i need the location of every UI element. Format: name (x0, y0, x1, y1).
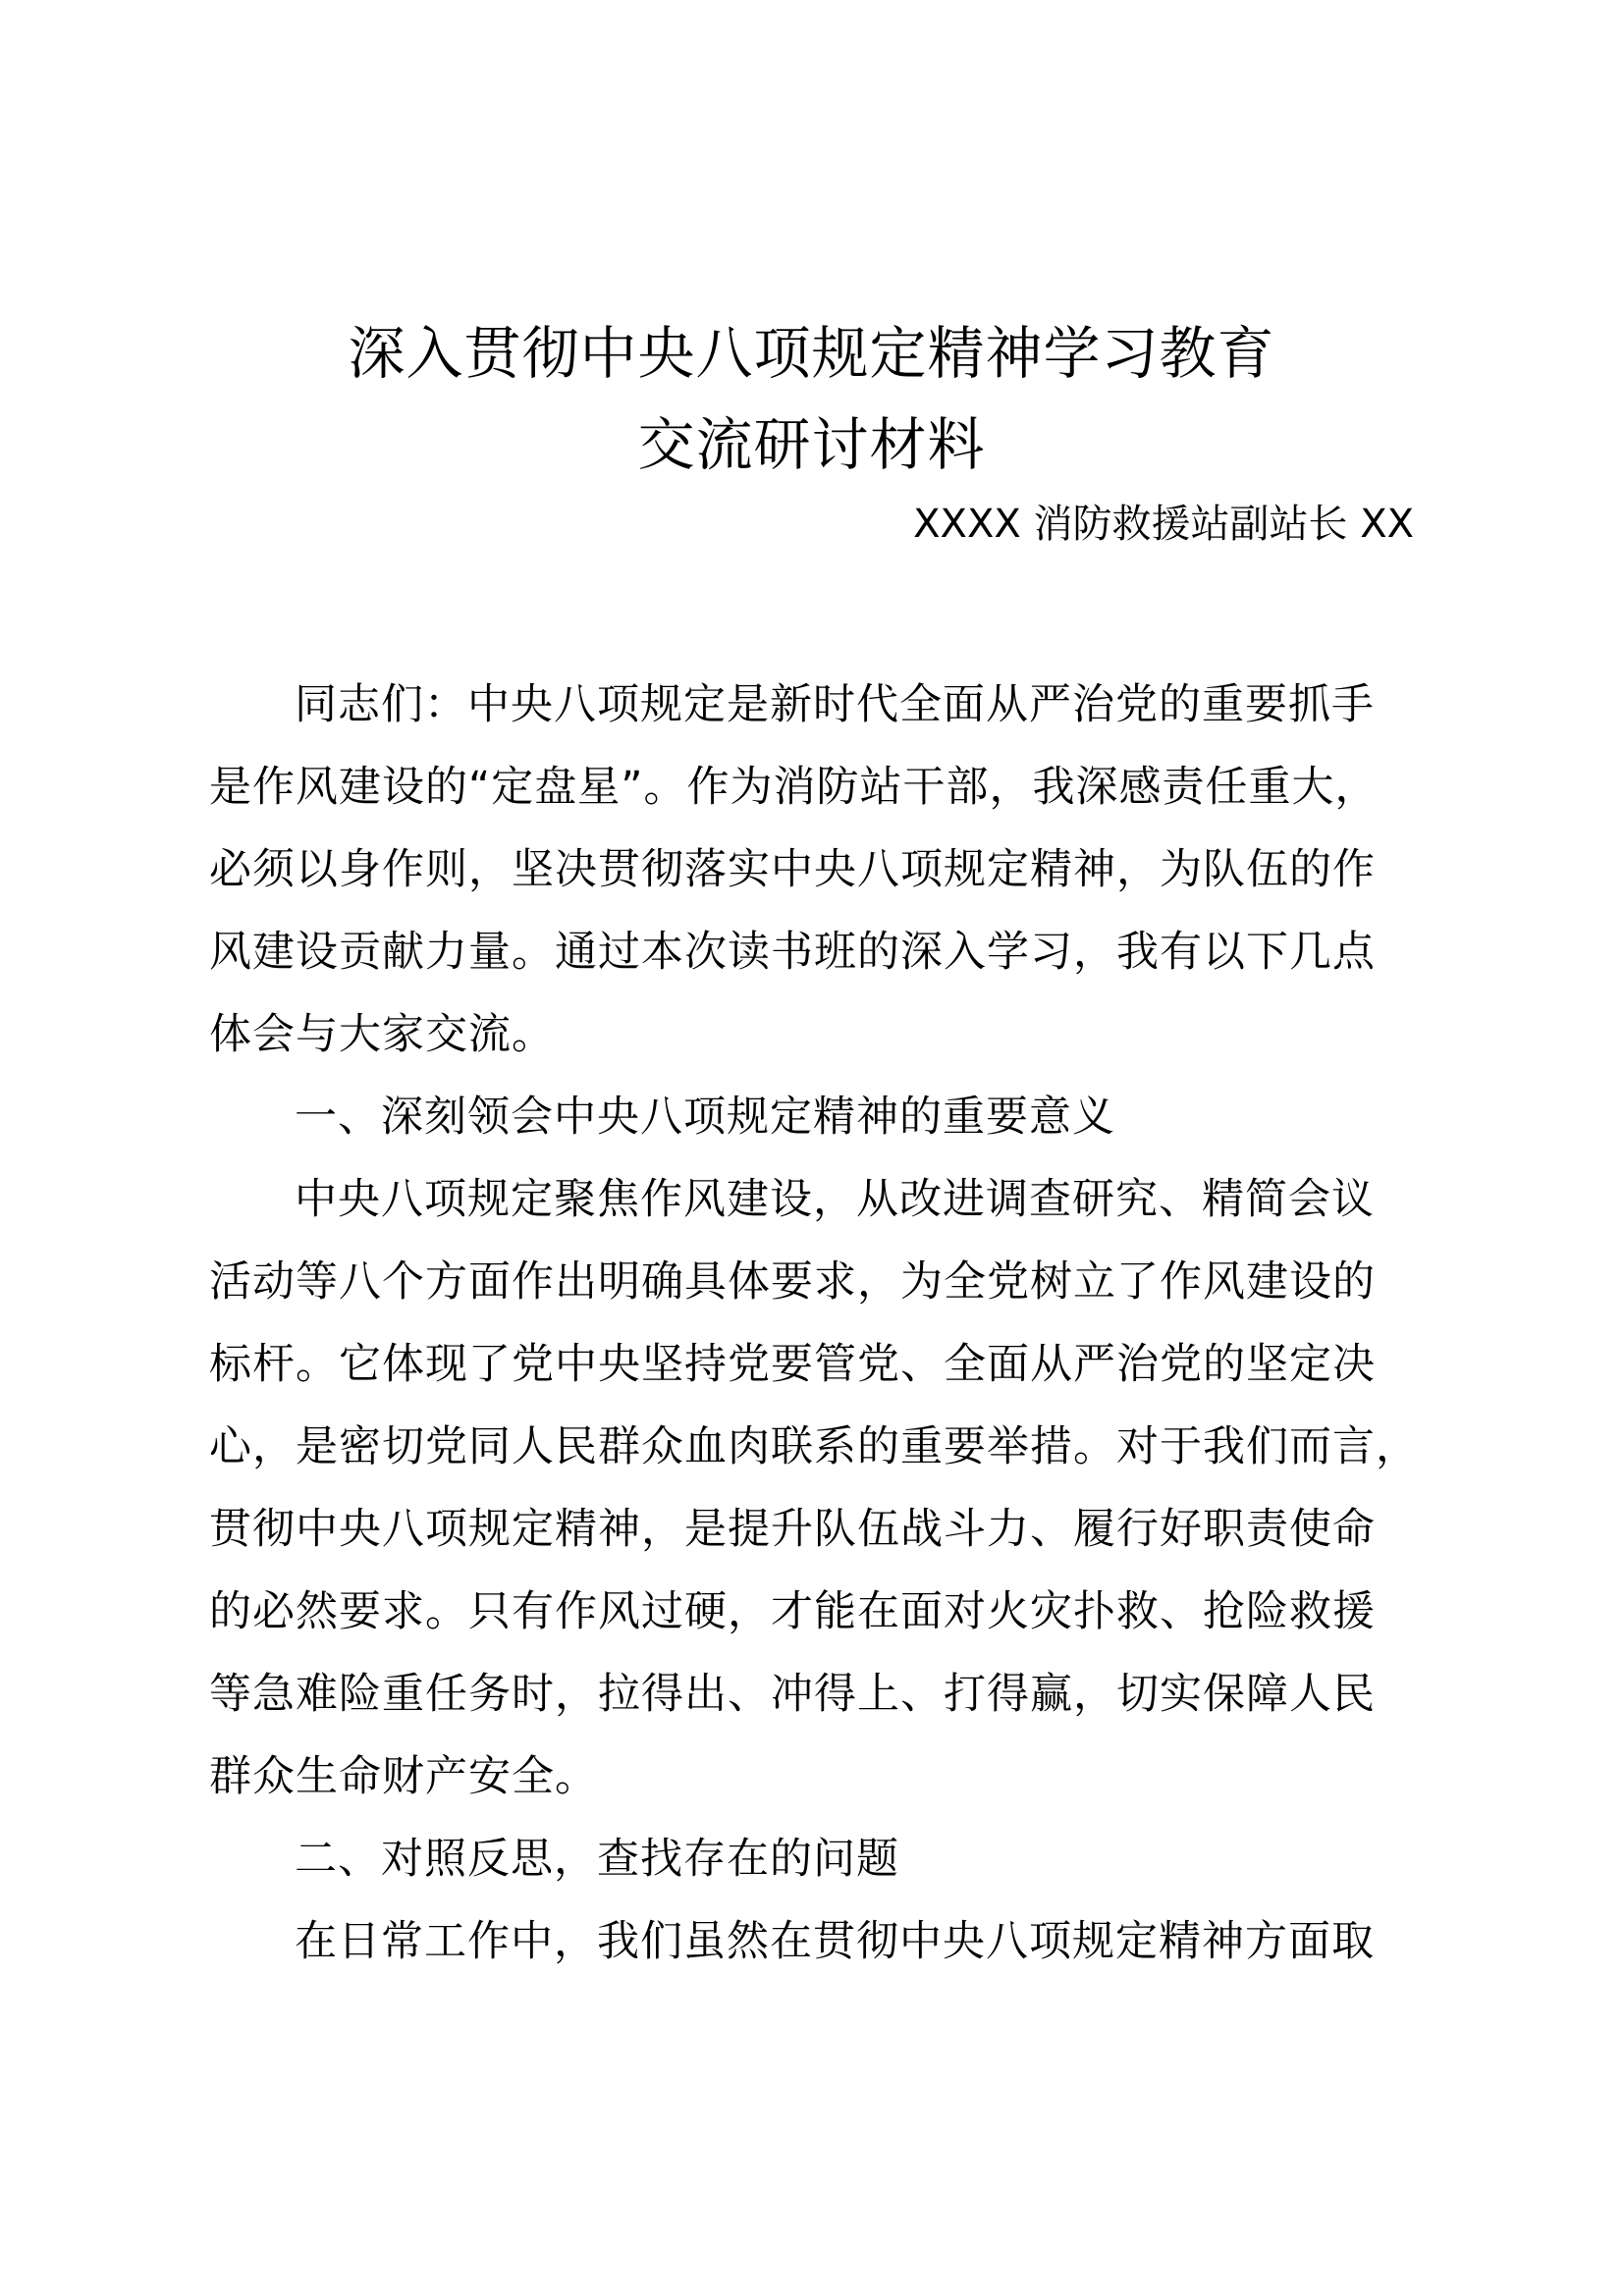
paragraph-line: 的必然要求。只有作风过硬，才能在面对火灾扑救、抢险救援 (209, 1587, 1376, 1636)
paragraph-line: 贯彻中央八项规定精神，是提升队伍战斗力、履行好职责使命 (209, 1505, 1376, 1554)
section-heading-1: 一、深刻领会中央八项规定精神的重要意义 (295, 1093, 1115, 1142)
paragraph-line: 等急难险重任务时，拉得出、冲得上、打得赢，切实保障人民 (209, 1670, 1376, 1719)
section-heading-2: 二、对照反思，查找存在的问题 (295, 1835, 899, 1884)
paragraph-line: 心，是密切党同人民群众血肉联系的重要举措。对于我们而言， (209, 1422, 1419, 1471)
document-author: XXXX 消防救援站副站长 XX (913, 502, 1414, 547)
document-title-line-1: 深入贯彻中央八项规定精神学习教育 (348, 320, 1275, 387)
paragraph-line: 风建设贡献力量。通过本次读书班的深入学习，我有以下几点 (209, 928, 1376, 977)
paragraph-line: 中央八项规定聚焦作风建设，从改进调查研究、精简会议 (295, 1175, 1375, 1224)
paragraph-line: 是作风建设的“定盘星”。作为消防站干部，我深感责任重大， (209, 763, 1379, 812)
paragraph-line: 在日常工作中，我们虽然在贯彻中央八项规定精神方面取 (295, 1917, 1375, 1966)
document-title-line-2: 交流研讨材料 (637, 411, 986, 478)
paragraph-line: 标杆。它体现了党中央坚持党要管党、全面从严治党的坚定决 (209, 1340, 1376, 1389)
paragraph-line: 同志们：中央八项规定是新时代全面从严治党的重要抓手 (295, 680, 1375, 729)
paragraph-line: 必须以身作则，坚决贯彻落实中央八项规定精神，为队伍的作 (209, 845, 1376, 894)
paragraph-line: 体会与大家交流。 (209, 1010, 555, 1059)
paragraph-line: 群众生命财产安全。 (209, 1752, 598, 1801)
paragraph-line: 活动等八个方面作出明确具体要求，为全党树立了作风建设的 (209, 1257, 1376, 1307)
